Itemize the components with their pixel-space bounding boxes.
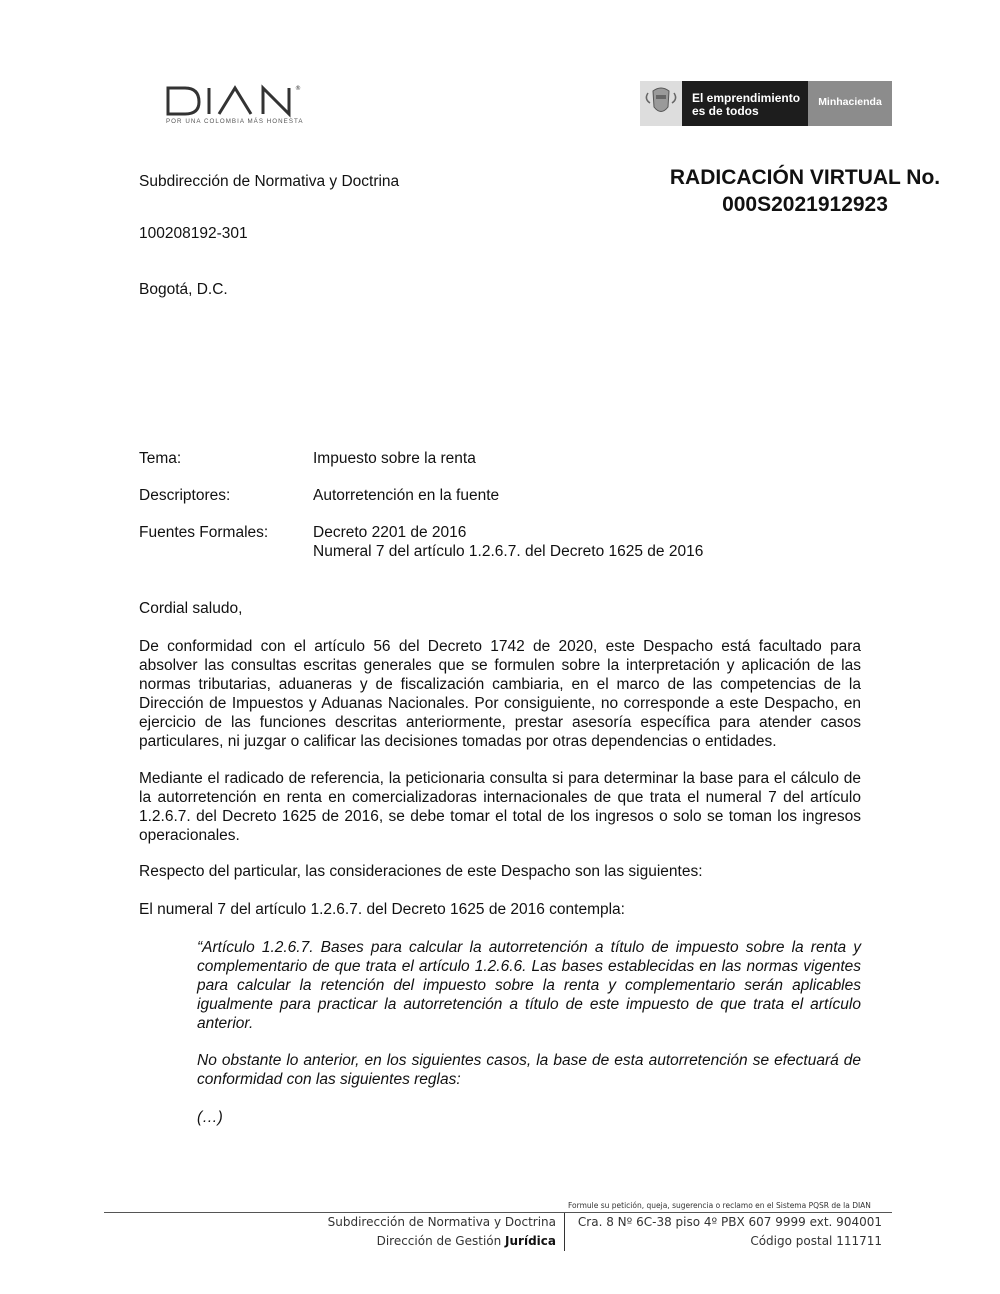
city: Bogotá, D.C. [139,281,228,298]
footer-postal-code: Código postal 111711 [750,1234,882,1248]
footer-note: Formule su petición, queja, sugerencia o reclamo en el Sistema PQSR de la DIAN [568,1201,871,1210]
radicacion-number [640,164,970,218]
quote-paragraph: No obstante lo anterior, en los siguientes casos, la base de esta autorretención se efectuará de conformidad con las siguientes reglas: [197,1052,861,1088]
paragraph: Respecto del particular, las consideraciones de este Despacho son las siguientes: [139,863,703,880]
paragraph: Mediante el radicado de referencia, la peticionaria consulta si para determinar la base para el cálculo de la autorretención en renta en comercializadoras internacionales de que trata el numeral 7 del artículo 1.2.6.7. del Decreto 1625 de 2016, se debe tomar el total de los ingresos o solo se toman los ingresos operacionales. [139,770,861,844]
footer-direction-emphasis: Jurídica [505,1234,556,1248]
descriptores-label: Descriptores: [139,487,231,504]
reference-number: 100208192-301 [139,225,248,242]
paragraph: El numeral 7 del artículo 1.2.6.7. del Decreto 1625 de 2016 contempla: [139,901,625,918]
ministry-name: Minhacienda [818,96,882,108]
paragraph: De conformidad con el artículo 56 del Decreto 1742 de 2020, este Despacho está facultado para absolver las consultas escritas generales que se formulen sobre la interpretación y aplicación de las normas tributarias, aduaneras y de fiscalización cambiaria, en el marco de las competencias de la Dirección de Impuestos y Aduanas Nacionales. Por consiguiente, no corresponde a este Despacho, en ejercicio de las funciones descritas anteriormente, prestar asesoría específica para atender casos particulares, ni juzgar o calificar las decisiones tomadas por otras dependencias o entidades. [139,638,861,750]
office-name: Subdirección de Normativa y Doctrina [139,173,400,190]
gov-slogan-line1: El emprendimiento [692,91,801,105]
tema-label: Tema: [139,450,182,467]
footer-vertical-divider [564,1213,565,1251]
radicacion-title: RADICACIÓN VIRTUAL No. [669,166,941,189]
footer-divider [104,1212,892,1213]
fuentes-value-1: Decreto 2201 de 2016 [313,524,467,541]
radicacion-code: 000S2021912923 [722,193,888,216]
tema-value: Impuesto sobre la renta [313,450,476,467]
quote-paragraph: “Artículo 1.2.6.7. Bases para calcular la autorretención a título de impuesto sobre la renta y complementario de que trata el artículo 1.2.6.6. Las bases establecidas en las normas vigentes para calcular la retención del impuesto sobre la renta y complementario serán aplicables igualmente para practicar la autorretención a título de este impuesto de que trata el artículo anterior. [197,939,861,1032]
footer-address: Cra. 8 Nº 6C-38 piso 4º PBX 607 9999 ext. 904001 [577,1215,882,1229]
footer-direction-prefix: Dirección de Gestión [376,1234,506,1248]
svg-text:®: ® [295,85,301,92]
footer-office: Subdirección de Normativa y Doctrina [327,1215,556,1229]
descriptores-value: Autorretención en la fuente [313,487,500,504]
quote-ellipsis: (…) [197,1109,223,1126]
logo-tagline: POR UNA COLOMBIA MÁS HONESTA [166,118,304,125]
greeting: Cordial saludo, [139,600,243,617]
fuentes-label: Fuentes Formales: [139,524,269,541]
government-banner [640,81,892,126]
fuentes-value-2: Numeral 7 del artículo 1.2.6.7. del Decreto 1625 de 2016 [313,543,704,560]
gov-slogan-line2: es de todos [692,104,759,118]
footer-direction [377,1234,556,1248]
coat-of-arms-icon [640,81,682,126]
